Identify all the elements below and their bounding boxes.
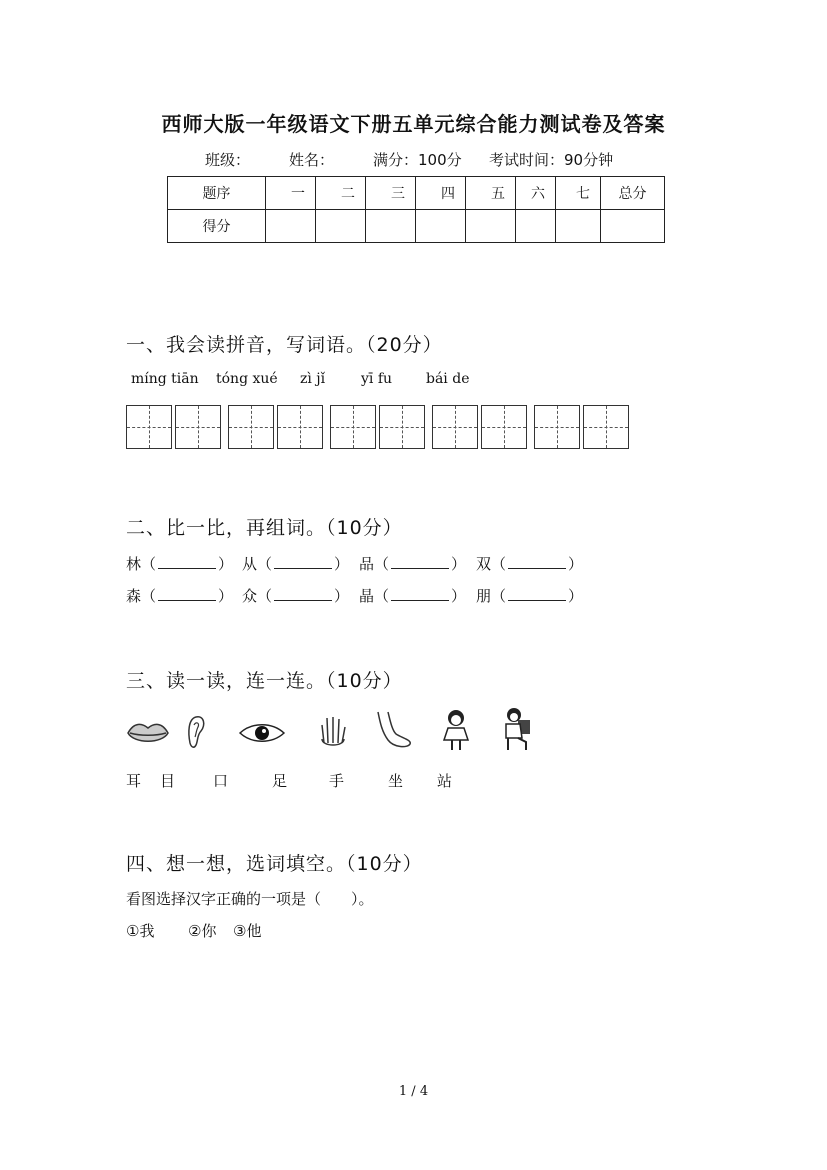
- character: 晶: [359, 587, 375, 605]
- word-hand[interactable]: 手: [329, 772, 345, 790]
- pinyin-4: yī fu: [361, 371, 393, 387]
- score-input-cell[interactable]: [466, 210, 516, 243]
- answer-blank[interactable]: [391, 586, 449, 601]
- compare-item: [242, 585, 349, 606]
- pinyin-2: tóng xué: [216, 371, 278, 387]
- hand-icon[interactable]: [318, 713, 348, 749]
- table-cell: 三: [366, 177, 416, 210]
- writing-grid-cell[interactable]: [583, 405, 629, 449]
- question-text: 看图选择汉字正确的一项是（ ）。: [126, 890, 374, 908]
- table-cell: 五: [466, 177, 516, 210]
- score-input-cell[interactable]: [366, 210, 416, 243]
- writing-grid-cell[interactable]: [175, 405, 221, 449]
- option-3[interactable]: ③他: [233, 922, 262, 940]
- score-table: [167, 176, 665, 243]
- close-paren: ）: [568, 555, 584, 573]
- writing-grid-cell[interactable]: [379, 405, 425, 449]
- compare-item: [476, 553, 583, 574]
- writing-grid-cell[interactable]: [481, 405, 527, 449]
- character: 品: [359, 555, 375, 573]
- character: 从: [242, 555, 258, 573]
- character: 双: [476, 555, 492, 573]
- compare-item: [126, 553, 233, 574]
- score-input-cell[interactable]: [416, 210, 466, 243]
- close-paren: ）: [334, 587, 350, 605]
- writing-grid-cell[interactable]: [277, 405, 323, 449]
- score-table-header-row: [168, 177, 665, 210]
- table-cell: 四: [416, 177, 466, 210]
- pinyin-1: míng tiān: [131, 371, 199, 387]
- option-2[interactable]: ②你: [188, 922, 217, 940]
- table-cell: 七: [556, 177, 601, 210]
- open-paren: （: [141, 555, 157, 573]
- score-input-cell[interactable]: [516, 210, 556, 243]
- table-cell: 得分: [168, 210, 266, 243]
- compare-item: [242, 553, 349, 574]
- close-paren: ）: [334, 555, 350, 573]
- answer-blank[interactable]: [508, 586, 566, 601]
- table-cell: 题序: [168, 177, 266, 210]
- table-cell: 一: [266, 177, 316, 210]
- foot-icon[interactable]: [372, 710, 412, 750]
- pinyin-3: zì jǐ: [300, 371, 326, 387]
- writing-grid-cell[interactable]: [228, 405, 274, 449]
- class-label: 班级：: [205, 151, 251, 169]
- character: 众: [242, 587, 258, 605]
- standing-girl-icon[interactable]: [440, 708, 472, 752]
- section-1-heading: 一、我会读拼音，写词语。（20分）: [126, 334, 443, 356]
- section-2-heading: 二、比一比，再组词。（10分）: [126, 517, 403, 539]
- answer-blank[interactable]: [508, 554, 566, 569]
- close-paren: ）: [451, 587, 467, 605]
- close-paren: ）: [218, 587, 234, 605]
- character: 林: [126, 555, 142, 573]
- open-paren: （: [491, 555, 507, 573]
- lips-icon[interactable]: [126, 718, 170, 748]
- open-paren: （: [257, 587, 273, 605]
- table-cell: 总分: [601, 177, 665, 210]
- answer-blank[interactable]: [158, 554, 216, 569]
- close-paren: ）: [218, 555, 234, 573]
- name-label: 姓名：: [289, 151, 335, 169]
- word-mouth[interactable]: 口: [213, 772, 229, 790]
- character: 森: [126, 587, 142, 605]
- open-paren: （: [141, 587, 157, 605]
- open-paren: （: [374, 587, 390, 605]
- score-input-cell[interactable]: [266, 210, 316, 243]
- compare-item: [476, 585, 583, 606]
- close-paren: ）: [568, 587, 584, 605]
- score-input-cell[interactable]: [316, 210, 366, 243]
- page-number: 1 / 4: [398, 1084, 429, 1099]
- ear-icon[interactable]: [184, 713, 208, 751]
- section-4-heading: 四、想一想，选词填空。（10分）: [126, 853, 423, 875]
- writing-grid-cell[interactable]: [126, 405, 172, 449]
- pinyin-5: bái de: [426, 371, 470, 387]
- eye-icon[interactable]: [238, 722, 286, 744]
- answer-blank[interactable]: [274, 586, 332, 601]
- writing-grid-cell[interactable]: [534, 405, 580, 449]
- score-input-cell[interactable]: [556, 210, 601, 243]
- answer-blank[interactable]: [391, 554, 449, 569]
- word-foot[interactable]: 足: [272, 772, 288, 790]
- option-1[interactable]: ①我: [126, 922, 155, 940]
- full-score: 满分：100分: [373, 151, 462, 169]
- open-paren: （: [257, 555, 273, 573]
- compare-item: [359, 553, 466, 574]
- close-paren: ）: [451, 555, 467, 573]
- word-eye[interactable]: 目: [160, 772, 176, 790]
- table-cell: 六: [516, 177, 556, 210]
- table-cell: 二: [316, 177, 366, 210]
- word-stand[interactable]: 站: [437, 772, 453, 790]
- exam-time: 考试时间：90分钟: [489, 151, 614, 169]
- character: 朋: [476, 587, 492, 605]
- document-title: 西师大版一年级语文下册五单元综合能力测试卷及答案: [161, 112, 666, 136]
- writing-grid-cell[interactable]: [432, 405, 478, 449]
- answer-blank[interactable]: [274, 554, 332, 569]
- answer-blank[interactable]: [158, 586, 216, 601]
- open-paren: （: [491, 587, 507, 605]
- word-sit[interactable]: 坐: [388, 772, 404, 790]
- word-ear[interactable]: 耳: [126, 772, 142, 790]
- open-paren: （: [374, 555, 390, 573]
- score-input-cell[interactable]: [601, 210, 665, 243]
- score-table-score-row: [168, 210, 665, 243]
- writing-grid-cell[interactable]: [330, 405, 376, 449]
- sitting-boy-icon[interactable]: [500, 706, 536, 752]
- compare-item: [126, 585, 233, 606]
- compare-item: [359, 585, 466, 606]
- section-3-heading: 三、读一读，连一连。（10分）: [126, 670, 403, 692]
